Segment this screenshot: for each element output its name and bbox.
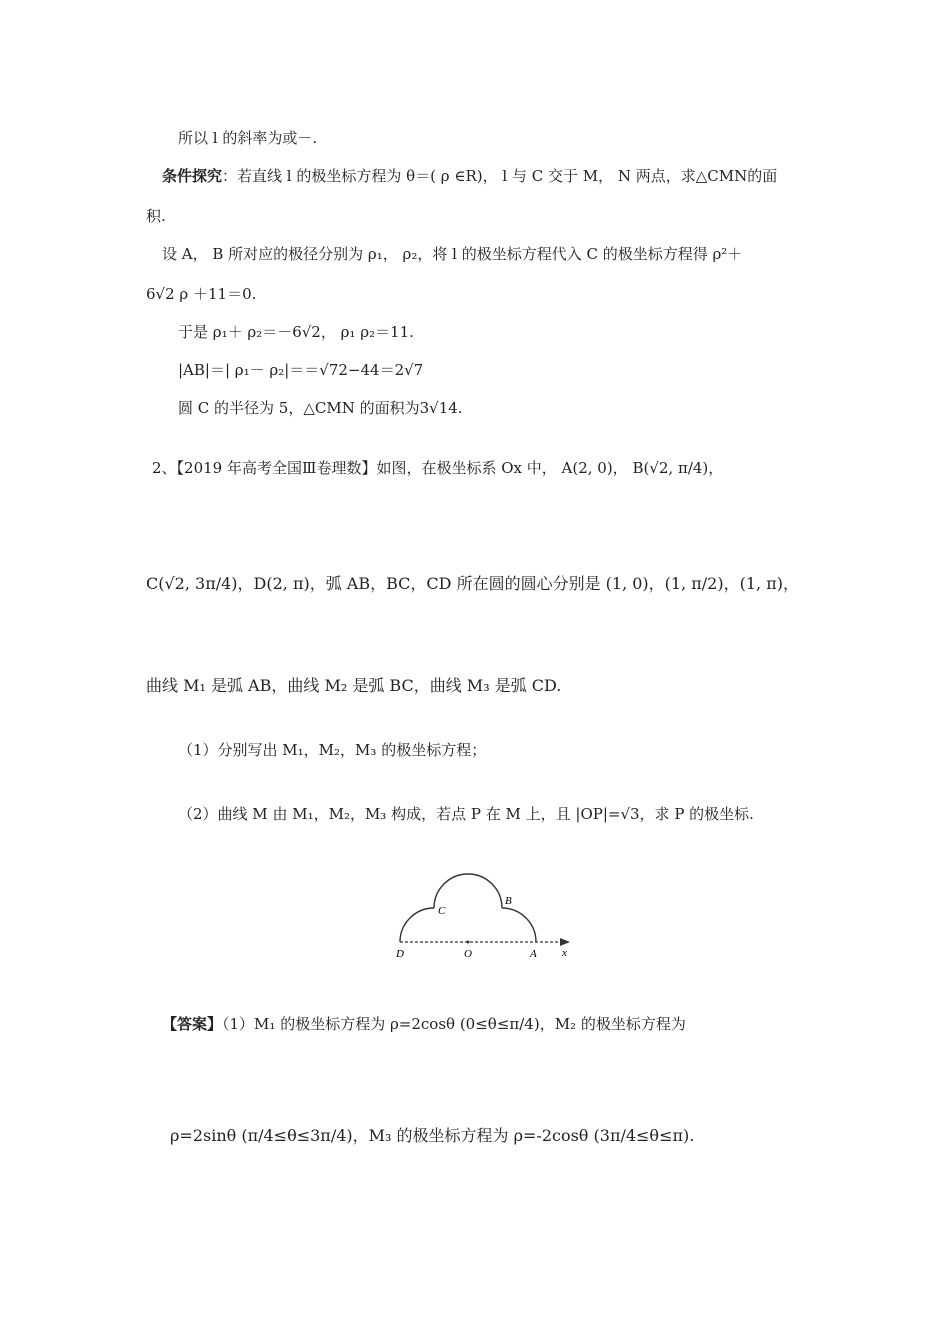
text-line-q2-curves bbox=[146, 676, 561, 696]
polar-curve-figure bbox=[370, 860, 590, 970]
text-line-slope bbox=[178, 128, 317, 148]
text-line-sub2 bbox=[178, 804, 754, 824]
text-line-ab bbox=[178, 360, 423, 380]
sub-question-2: （2）曲线 M 由 M₁，M₂，M₃ 构成，若点 P 在 M 上，且 |OP|=√3，求 P 的极坐标. bbox=[178, 805, 754, 823]
text-line-condition-2 bbox=[146, 206, 166, 226]
text-line-equation bbox=[146, 284, 256, 304]
area-text: 圆 C 的半径为 5，△CMN 的面积为3√14. bbox=[178, 399, 463, 417]
q2-curves-text: 曲线 M₁ 是弧 AB，曲线 M₂ 是弧 BC，曲线 M₃ 是弧 CD. bbox=[146, 676, 562, 695]
ab-text: |AB|＝| ρ₁－ ρ₂|＝＝√72−44＝2√7 bbox=[178, 361, 424, 379]
set-text: 设 A， B 所对应的极径分别为 ρ₁， ρ₂，将 l 的极坐标方程代入 C 的极坐标方程得 ρ²＋ bbox=[162, 245, 743, 263]
text-line-sub1 bbox=[178, 740, 486, 760]
slope-text: 所以 l 的斜率为或－. bbox=[178, 129, 318, 147]
text-line-area bbox=[178, 398, 463, 418]
equation-text: 6√2 ρ ＋11＝0. bbox=[146, 285, 257, 303]
answer-label: 【答案】 bbox=[162, 1015, 223, 1033]
text-line-q2-points bbox=[146, 574, 799, 594]
answer-text-2: ρ=2sinθ (π/4≤θ≤3π/4)，M₃ 的极坐标方程为 ρ=-2cosθ (3π/4≤θ≤π). bbox=[170, 1126, 695, 1145]
text-line-sum bbox=[178, 322, 414, 342]
text-line-answer-1 bbox=[162, 1014, 686, 1034]
arc-bc bbox=[434, 874, 502, 908]
text-line-answer-2 bbox=[170, 1126, 694, 1146]
condition-label: 条件探究 bbox=[162, 167, 223, 185]
label-x: x bbox=[562, 947, 567, 959]
arc-ab bbox=[502, 908, 536, 942]
answer-text-1: （1）M₁ 的极坐标方程为 ρ=2cosθ (0≤θ≤π/4)，M₂ 的极坐标方程为 bbox=[222, 1015, 686, 1033]
text-line-q2 bbox=[152, 458, 723, 478]
text-line-set bbox=[162, 244, 742, 264]
axis-arrow-icon bbox=[560, 938, 570, 946]
condition-text: ：若直线 l 的极坐标方程为 θ＝( ρ ∈R)， l 与 C 交于 M， N 两点，求△CMN的面 bbox=[222, 167, 778, 185]
arc-cd bbox=[400, 908, 434, 942]
q2-text: 2、【2019 年高考全国Ⅲ卷理数】如图，在极坐标系 Ox 中， A(2, 0)， B(√2, π/4)， bbox=[152, 459, 724, 477]
sub-question-1: （1）分别写出 M₁，M₂，M₃ 的极坐标方程； bbox=[178, 741, 487, 759]
label-b: B bbox=[505, 895, 512, 907]
label-a: A bbox=[530, 948, 537, 960]
sum-text: 于是 ρ₁＋ ρ₂＝－6√2， ρ₁ ρ₂＝11. bbox=[178, 323, 414, 341]
label-d: D bbox=[396, 948, 404, 960]
label-c: C bbox=[438, 905, 446, 917]
text-line-condition bbox=[162, 166, 777, 186]
origin-point bbox=[467, 941, 470, 944]
condition-text-2: 积. bbox=[146, 207, 166, 225]
label-o: O bbox=[464, 948, 472, 960]
q2-points-text: C(√2, 3π/4)，D(2, π)，弧 AB，BC，CD 所在圆的圆心分别是 (1, 0)，(1, π/2)，(1, π)， bbox=[146, 574, 799, 593]
